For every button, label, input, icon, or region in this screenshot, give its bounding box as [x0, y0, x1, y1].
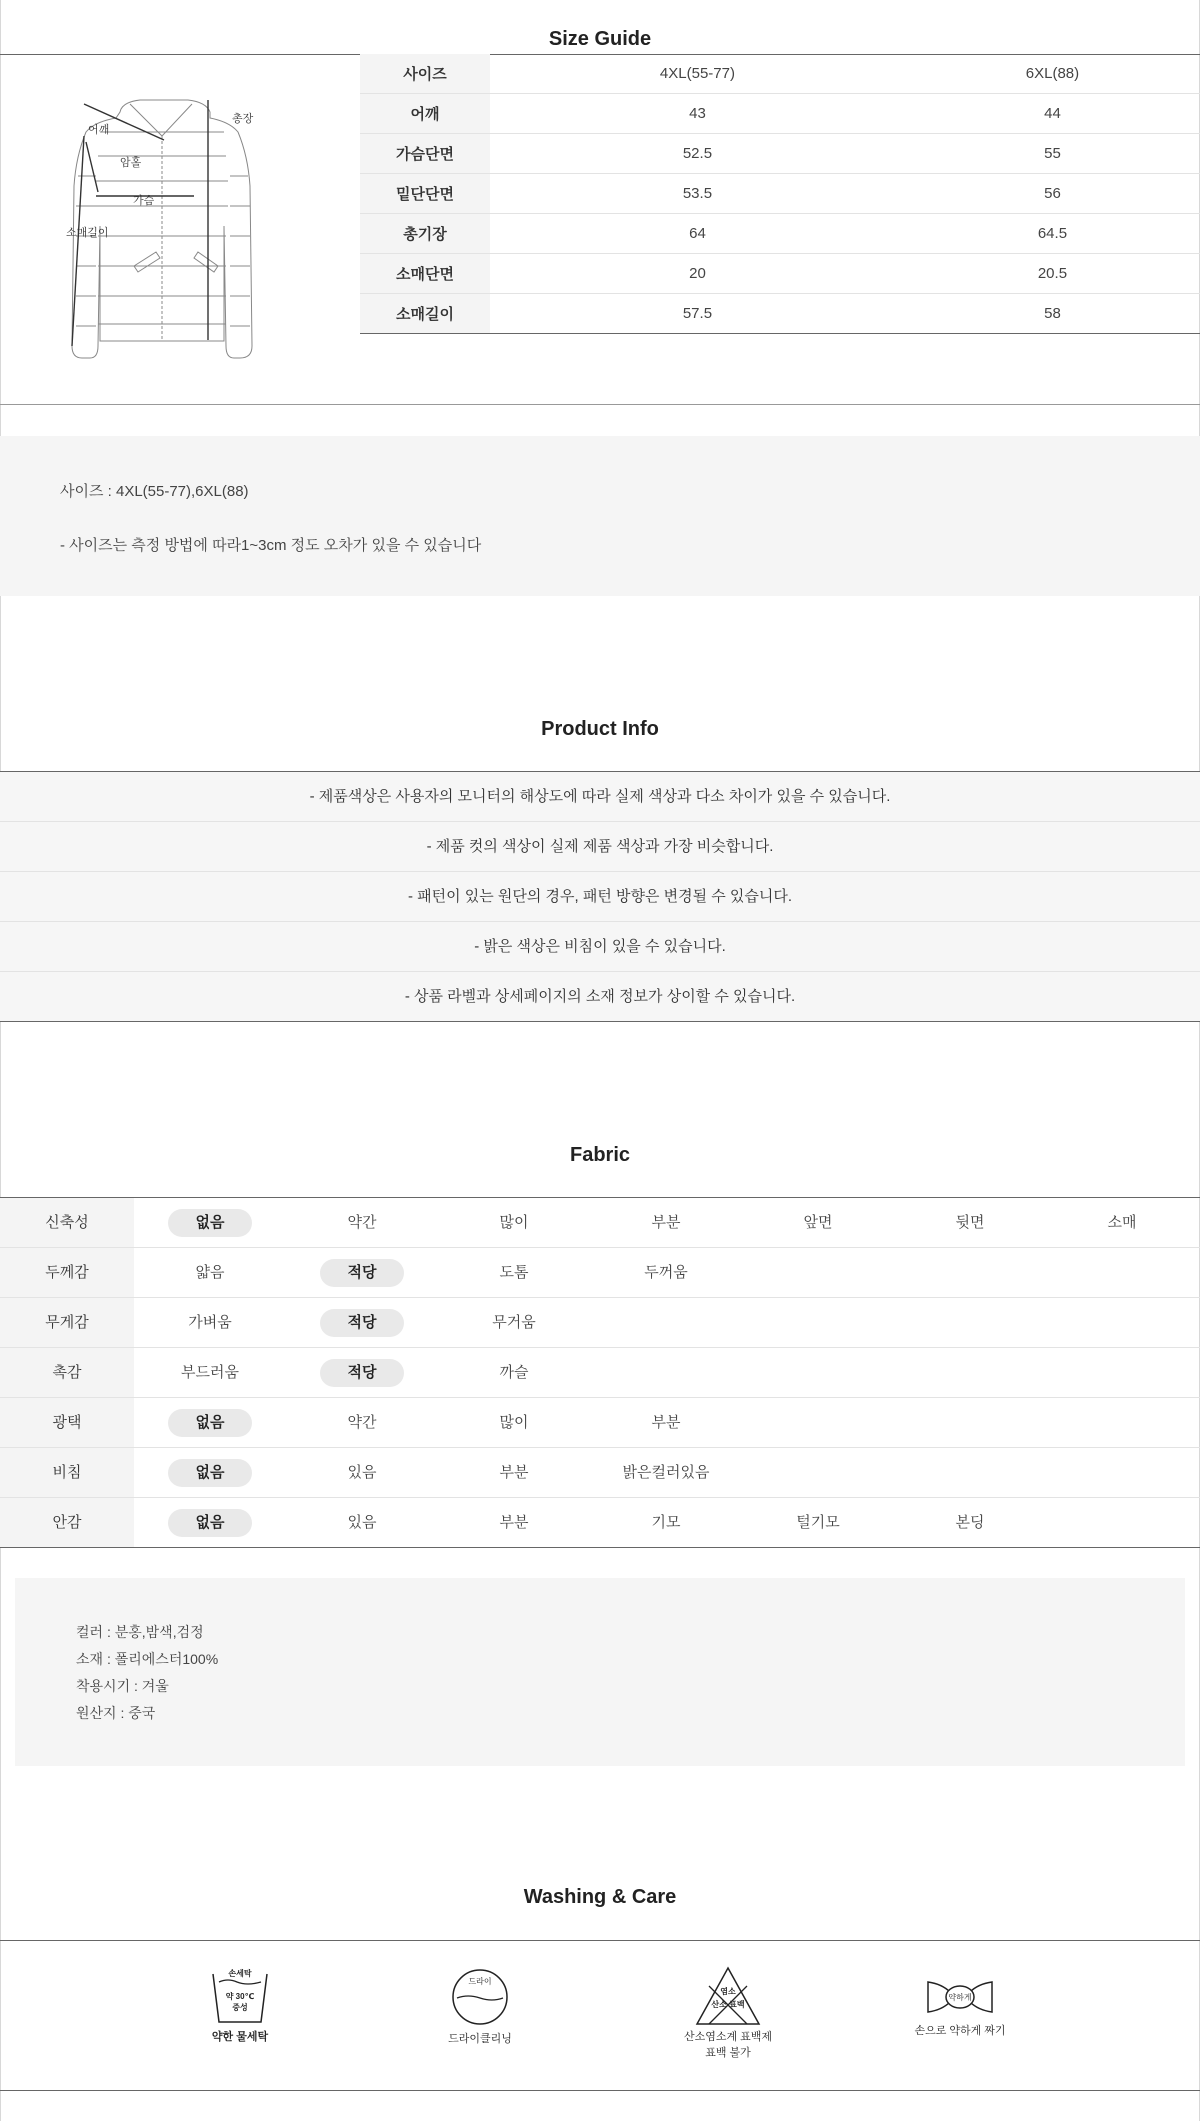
wash-item-hand-wash — [190, 1968, 290, 2044]
gentle-wring-icon — [926, 1978, 994, 2016]
no-bleach-icon-bot: 산소 표백 — [711, 2000, 745, 2009]
size-cell: 57.5 — [490, 294, 905, 334]
fabric-option-selected: 적당 — [286, 1298, 438, 1347]
detail-color: 컬러 : 분홍,밤색,검정 — [76, 1624, 204, 1640]
dry-clean-icon — [451, 1968, 509, 2026]
fabric-option: 부분 — [499, 1464, 529, 1481]
wash-label: 약한 물세탁 — [211, 2031, 269, 2043]
size-row-label: 총기장 — [360, 214, 490, 254]
fabric-option: 뒷면 — [955, 1214, 985, 1231]
fabric-option: 부드러움 — [181, 1364, 239, 1381]
fabric-row-label: 촉감 — [0, 1348, 134, 1397]
wash-item-gentle-wring — [910, 1978, 1010, 2038]
hand-wash-icon — [211, 1968, 269, 2024]
size-table-row — [360, 214, 1200, 254]
hand-wash-icon-mid: 약 30℃ — [225, 1992, 255, 2001]
size-table — [360, 54, 1200, 334]
fabric-option-selected: 없음 — [134, 1398, 286, 1447]
fabric-option: 앞면 — [803, 1214, 833, 1231]
size-table-row — [360, 174, 1200, 214]
fabric-option-selected: 없음 — [134, 1448, 286, 1497]
divider — [0, 2090, 1200, 2091]
product-info-item: - 패턴이 있는 원단의 경우, 패턴 방향은 변경될 수 있습니다. — [0, 872, 1200, 922]
detail-season: 착용시기 : 겨울 — [76, 1678, 169, 1694]
no-bleach-icon-top: 염소 — [720, 1987, 736, 1996]
fabric-option: 얇음 — [195, 1264, 225, 1281]
diagram-label-total-length: 총장 — [232, 113, 254, 125]
fabric-row — [0, 1198, 1200, 1248]
size-header-label: 사이즈 — [360, 54, 490, 94]
fabric-option: 밝은컬러있음 — [622, 1464, 710, 1481]
fabric-option: 약간 — [347, 1214, 377, 1231]
fabric-option-selected: 적당 — [286, 1348, 438, 1397]
hand-wash-icon-top: 손세탁 — [228, 1969, 252, 1978]
fabric-row-label: 신축성 — [0, 1198, 134, 1247]
fabric-option: 부분 — [499, 1514, 529, 1531]
detail-origin: 원산지 : 중국 — [76, 1705, 156, 1721]
size-row-label: 밑단단면 — [360, 174, 490, 214]
size-cell: 64 — [490, 214, 905, 254]
fabric-row — [0, 1348, 1200, 1398]
fabric-title: Fabric — [569, 1144, 631, 1166]
divider — [0, 404, 1200, 405]
wash-label: 손으로 약하게 짜기 — [914, 2025, 1006, 2037]
fabric-option: 도톰 — [499, 1264, 529, 1281]
fabric-option: 무거움 — [492, 1314, 536, 1331]
size-notes-sizes: 사이즈 : 4XL(55-77),6XL(88) — [60, 483, 249, 500]
fabric-option: 많이 — [499, 1214, 529, 1231]
size-notes-box — [0, 436, 1200, 596]
fabric-option: 까슬 — [499, 1364, 529, 1381]
fabric-row-label: 광택 — [0, 1398, 134, 1447]
fabric-option: 두꺼움 — [644, 1264, 688, 1281]
product-info-title: Product Info — [541, 718, 659, 740]
diagram-label-armhole: 암홀 — [120, 157, 142, 169]
diagram-label-shoulder: 어깨 — [88, 124, 110, 136]
washing-title: Washing & Care — [523, 1886, 677, 1908]
fabric-option: 약간 — [347, 1414, 377, 1431]
size-header-col: 6XL(88) — [905, 54, 1200, 94]
size-cell: 58 — [905, 294, 1200, 334]
detail-material: 소재 : 폴리에스터100% — [76, 1651, 219, 1667]
size-table-row — [360, 94, 1200, 134]
wash-label: 드라이클리닝 — [448, 2033, 512, 2045]
fabric-option: 부분 — [651, 1214, 681, 1231]
fabric-row-label: 비침 — [0, 1448, 134, 1497]
size-table-row — [360, 294, 1200, 334]
size-cell: 20 — [490, 254, 905, 294]
size-row-label: 가슴단면 — [360, 134, 490, 174]
fabric-option: 부분 — [651, 1414, 681, 1431]
wash-label-line1: 산소염소계 표백제 — [683, 2031, 773, 2043]
size-cell: 64.5 — [905, 214, 1200, 254]
size-table-row — [360, 134, 1200, 174]
divider — [0, 1940, 1200, 1941]
fabric-option: 본딩 — [955, 1514, 985, 1531]
size-table-row — [360, 254, 1200, 294]
fabric-row — [0, 1398, 1200, 1448]
diagram-label-chest: 가슴 — [133, 195, 155, 207]
product-info-item: - 제품색상은 사용자의 모니터의 해상도에 따라 실제 색상과 다소 차이가 있을 수 있습니다. — [0, 772, 1200, 822]
fabric-option-selected: 없음 — [134, 1198, 286, 1247]
size-cell: 20.5 — [905, 254, 1200, 294]
fabric-row-label: 두께감 — [0, 1248, 134, 1297]
fabric-row — [0, 1498, 1200, 1548]
gentle-wring-icon-text: 약하게 — [948, 1993, 972, 2002]
wash-item-no-bleach — [668, 1966, 788, 2060]
size-notes-tolerance: - 사이즈는 측정 방법에 따라1~3cm 정도 오차가 있을 수 있습니다 — [60, 537, 482, 554]
fabric-row — [0, 1298, 1200, 1348]
details-box — [15, 1578, 1185, 1766]
size-cell: 53.5 — [490, 174, 905, 214]
fabric-option-selected: 없음 — [134, 1498, 286, 1547]
size-guide-title: Size Guide — [548, 28, 652, 50]
fabric-option: 털기모 — [796, 1514, 840, 1531]
fabric-option: 기모 — [651, 1514, 681, 1531]
no-bleach-icon — [695, 1966, 761, 2026]
fabric-row-label: 무게감 — [0, 1298, 134, 1347]
product-info-item: - 제품 컷의 색상이 실제 제품 색상과 가장 비슷합니다. — [0, 822, 1200, 872]
fabric-row-label: 안감 — [0, 1498, 134, 1547]
product-info-item: - 밝은 색상은 비침이 있을 수 있습니다. — [0, 922, 1200, 972]
size-cell: 44 — [905, 94, 1200, 134]
size-table-header — [360, 54, 1200, 94]
size-cell: 56 — [905, 174, 1200, 214]
fabric-option-selected: 적당 — [286, 1248, 438, 1297]
wash-label-line2: 표백 불가 — [705, 2047, 751, 2059]
size-row-label: 소매단면 — [360, 254, 490, 294]
diagram-label-sleeve-length: 소매길이 — [66, 227, 109, 239]
product-info-item: - 상품 라벨과 상세페이지의 소재 정보가 상이할 수 있습니다. — [0, 972, 1200, 1022]
fabric-option: 소매 — [1107, 1214, 1137, 1231]
dry-clean-icon-text: 드라이 — [468, 1977, 492, 1986]
size-header-col: 4XL(55-77) — [490, 54, 905, 94]
fabric-option: 많이 — [499, 1414, 529, 1431]
fabric-option: 있음 — [347, 1464, 377, 1481]
size-row-label: 소매길이 — [360, 294, 490, 334]
size-row-label: 어깨 — [360, 94, 490, 134]
fabric-row — [0, 1248, 1200, 1298]
fabric-option: 가벼움 — [188, 1314, 232, 1331]
fabric-row — [0, 1448, 1200, 1498]
size-cell: 43 — [490, 94, 905, 134]
hand-wash-icon-bot: 중성 — [232, 2003, 248, 2012]
size-cell: 52.5 — [490, 134, 905, 174]
size-cell: 55 — [905, 134, 1200, 174]
wash-item-dry-clean — [430, 1968, 530, 2046]
fabric-option: 있음 — [347, 1514, 377, 1531]
